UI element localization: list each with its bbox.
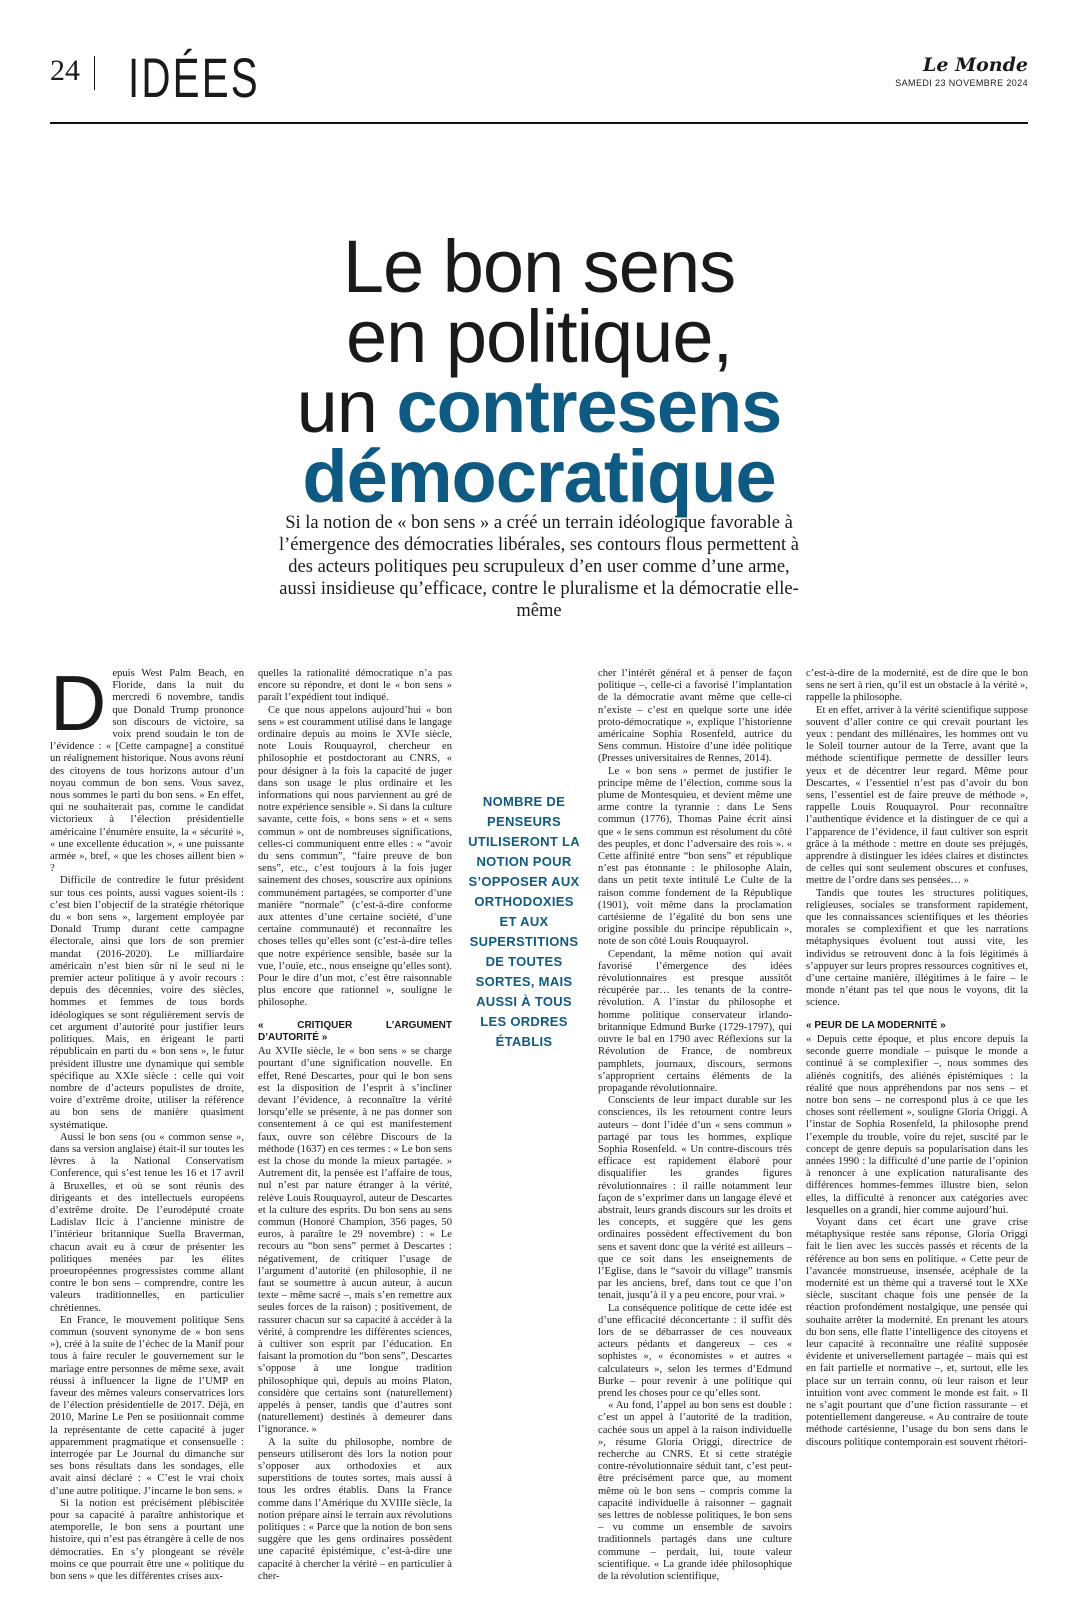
paragraph: Conscients de leur impact durable sur les consciences, ils les retournent contre leurs auteurs – dont l’idée d’un « sens commun » partagé par tous les hommes, explique Sophia Rosenfeld. « Un contre-discours très efficace est rapidement élaboré pour disqualifier les grandes figures révolutionnaires : il raille notamment leur façon de s’exprimer dans un langage élevé et abstrait, leurs grands discours sur les droits et les concepts, et suggère que les gens ordinaires possèdent effectivement du bon sens et savent donc que la vérité est ailleurs – que ce soit dans les enseignements de l’Eglise, dans le “savoir du village” transmis par les anciens, bref, dans tout ce que l’on tenait, jusqu’à il y a peu encore, pour vrai. » <box>598 1095 792 1302</box>
pull-quote: NOMBRE DE PENSEURS UTILISERONT LA NOTION POUR S’OPPOSER AUX ORTHODOXIES ET AUX SUPERSTITIONS DE TOUTES SORTES, MAIS AUSSI À TOUS LES ORDRES ÉTABLIS <box>468 794 580 1049</box>
headline <box>0 225 1078 518</box>
headline-line-4: démocratique <box>302 435 776 518</box>
standfirst: Si la notion de « bon sens » a créé un terrain idéologique favorable à l’émergence des démocraties libérales, ses contours flous permettent à des acteurs politiques peu scrupuleux d’en user comme d’une arme, aussi insidieuse qu’efficace, contre le pluralisme et la démocratie elle-même <box>278 513 800 621</box>
issue-date: SAMEDI 23 NOVEMBRE 2024 <box>895 78 1028 88</box>
subheading-critiquer: « CRITIQUER L’ARGUMENT D’AUTORITÉ » <box>258 1019 452 1043</box>
headline-line-1: Le bon sens <box>342 225 736 308</box>
column-4-body-a <box>806 668 1028 1010</box>
paragraph: La conséquence politique de cette idée est d’une efficacité déconcertante : il suffit dès lors de se débarrasser de ces nouveaux acteurs pédants et dangereux – ces « sophistes », « économistes » et autres « calculateurs », selon les termes d’Edmund Burke – pour revenir à une politique qui prend les choses pour ce qu’elles sont. <box>598 1302 792 1399</box>
headline-line-2: en politique, <box>345 295 733 378</box>
page-number-separator <box>94 56 95 90</box>
paragraph: cher l’intérêt général et à penser de façon politique –, celle-ci a favorisé l’implantation de la démocratie avant même que celle-ci n’existe – c’est en quelque sorte une idée proto-démocratique », explique l’historienne américaine Sophia Rosenfeld, autrice du Sens commun. Histoire d’une idée politique (Presses universitaires de Rennes, 2014). <box>598 668 792 765</box>
headline-line-3 <box>0 365 1078 448</box>
headline-line-3-light: un <box>296 365 397 448</box>
paragraph: c’est-à-dire de la modernité, est de dire que le bon sens ne sert à rien, qu’il est un obstacle à la vérité », rappelle la philosophe. <box>806 668 1028 704</box>
column-4-body-b <box>806 1034 1028 1449</box>
paragraph: Aussi le bon sens (ou « common sense », dans sa version anglaise) était-il sur toutes les lèvres à la National Conservatism Conference, qui s’est tenue les 16 et 17 avril à Bruxelles, et où se sont réunis des dirigeants et des intellectuels européens d’extrême droite. De l’eurodéputé croate Ladislav Ilcic à l’ancienne ministre de l’intérieur britannique Suella Braverman, chacun avait eu à cœur de présenter les politiques menées par les élites proeuropéennes progressistes comme allant contre le bon sens – comprendre, contre les valeurs traditionnelles, en particulier chrétiennes. <box>50 1131 244 1314</box>
paragraph: Ce que nous appelons aujourd’hui « bon sens » est couramment utilisé dans le langage ordinaire depuis au moins le XVIe siècle, note Louis Rouquayrol, chercheur en philosophie et postdoctorant au CNRS, « pour désigner à la fois la capacité de juger dans son usage le plus ordinaire et les informations qui nous parviennent au gré de notre expérience sensible ». Si dans la culture savante, cette fois, « bons sens » et « sens commun » ont de nombreuses significations, celles-ci communiquent entre elles : « “avoir du sens commun”, “faire preuve de bon sens”, etc., c’est toujours à la fois juger sainement des choses, souscrire aux opinions communément partagées, se comporter d’une manière “normale” (c’est-à-dire conforme aux attentes d’une certaine société, d’une certaine communauté) et reconnaître les choses telles qu’elles sont (c’est-à-dire telles que notre expérience sensible, basée sur la vue, l’ouïe, etc., nous enseigne qu’elles sont). Pour le dire d’un mot, c’est être raisonnable plus encore que rationnel », souligne le philosophe. <box>258 704 452 1009</box>
masthead-logo: Le Monde <box>923 54 1028 76</box>
page-header <box>50 48 1028 124</box>
column-2-body-b <box>258 1046 452 1583</box>
paragraph: Cependant, la même notion qui avait favorisé l’émergence des idées révolutionnaires est presque aussitôt récupérée par… les tenants de la contre-révolution. A l’instar du philosophe et homme politique conservateur irlando-britannique Edmund Burke (1729-1797), qui ouvre le bal en 1790 avec Réflexions sur la Révolution de France, de nombreux pamphlets, journaux, discours, sermons s’approprient certains éléments de la propagande révolutionnaire. <box>598 948 792 1094</box>
subheading-peur: « PEUR DE LA MODERNITÉ » <box>806 1019 946 1031</box>
paragraph: Voyant dans cet écart une grave crise métaphysique restée sans réponse, Gloria Origgi fait le lien avec les succès passés et récents de la référence au bon sens en politique. « Cette peur de l’avancée monstrueuse, insensée, acéphale de la modernité est un thème qui a traversé tout le XXe siècle, suscitant chaque fois une pensée de la réaction profondément nostalgique, une pensée qui souhaite arrêter la modernité. En prenant les atours du bon sens, elle flatte l’intelligence des citoyens et leur capacité à reconnaître une réalité supposée évidente et universellement partagée – mais qui est en fait partielle et normative –, et, surtout, elle les place sur un terrain connu, où leur raison et leur intuition vont avec comment le monde est fait. » Il ne s’agit pourtant que d’une fiction rassurante – et potentiellement dangereuse. « Au contraire de toute méthode cartésienne, l’usage du bon sens dans le discours politique contemporain est souvent rhétori- <box>806 1216 1028 1448</box>
paragraph: Et en effet, arriver à la vérité scientifique suppose souvent d’aller contre ce qui crevait pourtant les yeux : pendant des millénaires, les hommes ont vu le Soleil tourner autour de la Terre, avant que la méthode scientifique permette de dessiller leurs yeux et de décentrer leur regard. Même pour Descartes, « l’essentiel n’est pas d’avoir du bon sens, l’essentiel est de faire preuve de méthode », rappelle Louis Rouquayrol. Pour reconnaître l’authentique évidence et la distinguer de ce qui a l’apparence de l’évidence, il faut cultiver son esprit grâce à la méthode : mettre en doute ses préjugés, apprendre à distinguer les idées claires et distinctes de celles qui sont seulement obscures et confuses, mettre de l’ordre dans ses pensées… » <box>806 704 1028 887</box>
paragraph: epuis West Palm Beach, en Floride, dans la nuit du mercredi 6 novembre, tandis que Donald Trump prononce son discours de victoire, sa voix prend soudain le ton de l’évidence : « [Cette campagne] a constitué un réalignement historique. Nous avons réuni des citoyens de tous horizons autour d’un noyau commun de bon sens. Vous savez, nous sommes le parti du bon sens. » En effet, qui ne souhaiterait pas, comme le candidat victorieux à l’élection présidentielle américaine l’énumère ensuite, la « sécurité », « une excellente éducation », « une puissante armée », bref, « que les choses aillent bien » ? <box>50 668 244 875</box>
column-2-body-a <box>258 668 452 1010</box>
article-column-1 <box>50 659 244 1583</box>
paragraph: A la suite du philosophe, nombre de penseurs utiliseront dès lors la notion pour s’opposer aux orthodoxies et aux superstitions de toutes sortes, mais aussi à tous les ordres établis. Dans la France comme dans l’Amérique du XVIIIe siècle, la notion prépare ainsi le terrain aux révolutions politiques : « Parce que la notion de bon sens suggère que les gens ordinaires possèdent une capacité épistémique, c’est-à-dire une capacité à chercher la vérité – en particulier à cher- <box>258 1436 452 1582</box>
header-rule <box>50 122 1028 124</box>
paragraph: « Au fond, l’appel au bon sens est double : c’est un appel à l’autorité de la tradition, cachée sous un appel à la raison individuelle », résume Gloria Origgi, directrice de recherche au CNRS. Et si cette stratégie contre-révolutionnaire séduit tant, c’est peut-être précisément parce que, au moment même où le bon sens – compris comme la capacité individuelle à raisonner – gagnait ses lettres de noblesse politiques, le bon sens – vu comme un ensemble de savoirs traditionnels partagés dans une culture commune – perdait, lui, toute valeur scientifique. « La grande idée philosophique de la révolution scientifique, <box>598 1400 792 1583</box>
drop-cap: D <box>50 659 107 747</box>
paragraph: « Depuis cette époque, et plus encore depuis la seconde guerre mondiale – puisque le monde a continué à se complexifier –, nous sommes des aliénés cognitifs, des aliénés épistémiques : la réalité que nous appréhendons par nos sens – et notre bon sens – ne correspond plus à ce que les choses sont réellement », souligne Gloria Origgi. A l’instar de Sophia Rosenfeld, la philosophe prend l’exemple du trouble, voire du rejet, suscité par le concept de genre depuis sa popularisation dans les années 1990 : la difficulté d’une partie de l’opinion à renoncer à une explication naturalisante des différences hommes-femmes illustre bien, selon elles, la difficulté à renoncer aux catégories avec lesquelles on a grandi, hier comme aujourd’hui. <box>806 1033 1028 1216</box>
section-title: IDÉES <box>128 46 260 109</box>
article-column-3 <box>598 668 792 1583</box>
column-1-body <box>50 659 244 1583</box>
paragraph: En France, le mouvement politique Sens commun (souvent synonyme de « bon sens »), créé à la suite de l’échec de la Manif pour tous à faire reculer le gouvernement sur le mariage entre personnes de même sexe, avait réussi à influencer la ligne de l’UMP en faveur des mêmes valeurs conservatrices lors de l’élection présidentielle de 2017. Déjà, en 2010, Marine Le Pen se positionnait comme la représentante de cette capacité à juger apparemment pragmatique et consensuelle : interrogée par Le Journal du dimanche sur ses bons résultats dans les sondages, elle avait ainsi déclaré : « C’est le vrai choix d’une autre politique. J’incarne le bon sens. » <box>50 1314 244 1497</box>
paragraph: Au XVIIe siècle, le « bon sens » se charge pourtant d’une signification nouvelle. En effet, René Descartes, pour qui le bon sens est la disposition de l’esprit à s’incliner devant l’évidence, à reconnaître la vérité lorsqu’elle se présente, à ne pas donner son consentement à ce qui est manifestement faux, ouvre son célèbre Discours de la méthode (1637) en ces termes : « Le bon sens est la chose du monde la mieux partagée. » Autrement dit, la pensée est l’affaire de tous, nul n’est par nature étranger à la vérité, relève Louis Rouquayrol, auteur de Descartes et la culture des esprits. Du bon sens au sens commun (Honoré Champion, 356 pages, 50 euros, à paraître le 29 novembre) : « Le recours au “bon sens” permet à Descartes : négativement, de critiquer l’usage de l’argument d’autorité (en philosophie, il ne faut se soumettre à aucun auteur, à aucun texte – même sacré –, mais s’en remettre aux seules forces de la raison) ; positivement, de rassurer chacun sur sa capacité à accéder à la vérité, à comprendre les différentes sciences, à cultiver son esprit par l’éducation. En faisant la promotion du “bon sens”, Descartes s’oppose à une longue tradition philosophique qui, depuis au moins Platon, considère que certains sont (naturellement) appelés à penser, tandis que d’autres sont (naturellement) destinés à demeurer dans l’ignorance. » <box>258 1046 452 1436</box>
paragraph: quelles la rationalité démocratique n’a pas encore su répondre, et dont le « bon sens » paraît l’expédient tout indiqué. <box>258 668 452 704</box>
article-column-4 <box>806 668 1028 1449</box>
paragraph: Si la notion est précisément plébiscitée pour sa capacité à paraître anhistorique et atemporelle, le bon sens a pourtant une histoire, qui n’est pas étrangère à celle de nos démocraties. En s’y plongeant se révèle moins ce que pourrait être une « politique du bon sens » que les différentes crises aux- <box>50 1497 244 1583</box>
paragraph: Difficile de contredire le futur président sur tous ces points, aussi vagues soient-ils : c’est bien l’objectif de la stratégie rhétorique du « bon sens », largement employée par Donald Trump durant cette campagne électorale, ainsi que lors de son premier mandat (2016-2020). Le milliardaire américain n’est bien sûr ni le seul ni le premier acteur politique à y avoir recours : depuis des décennies, voire des siècles, hommes et femmes de tous bords idéologiques se sont régulièrement servis de cet argument d’autorité pour justifier leurs politiques. Mais, en érigeant le parti républicain en parti du « bon sens », le futur président illustre une dynamique qui semble spécifique au XXIe siècle : celle qui voit nombre de d’acteurs populistes de droite, voire d’extrême droite, utiliser la référence au bon sens de manière quasiment systématique. <box>50 875 244 1131</box>
paragraph: Tandis que toutes les structures politiques, religieuses, sociales se transforment rapidement, que les connaissances scientifiques et les théories morales se complexifient et que les narrations métaphysiques évoluent tout aussi vite, les individus se retrouvent donc à la fois légitimés à s’appuyer sur leurs propres ressources cognitives et, d’une certaine manière, illégitimes à le faire – le monde n’étant pas tel que nous le voyons, dit la science. <box>806 887 1028 1009</box>
column-3-body <box>598 668 792 1583</box>
page-number: 24 <box>50 54 80 87</box>
paragraph: Le « bon sens » permet de justifier le principe même de l’élection, comme sous la plume de Montesquieu, et devient même une arme contre la tyrannie : dans Le Sens commun (1776), Thomas Paine écrit ainsi que « le sens commun est résolument du côté des peuples, et donc l’adversaire des rois ». « Cette affinité entre “bon sens” et république n’est pas étonnante : le philosophe Alain, dans un petit texte intitulé Le Culte de la raison comme fondement de la République (1901), voit même dans la proclamation cartésienne de l’égalité du bon sens une origine possible du principe républicain », note de son côté Louis Rouquayrol. <box>598 765 792 948</box>
headline-line-3-bold: contresens <box>396 365 782 448</box>
article-column-2 <box>258 668 452 1583</box>
